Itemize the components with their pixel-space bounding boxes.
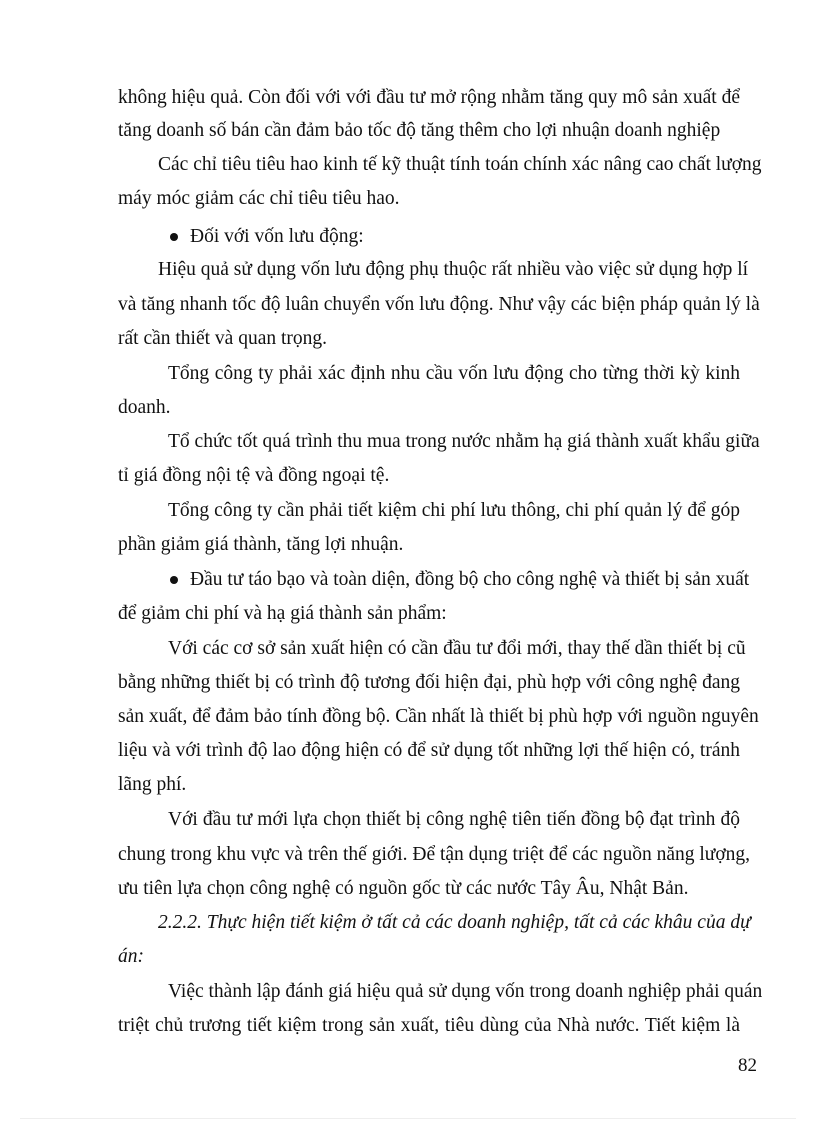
text-line: bằng những thiết bị có trình độ tương đối hiện đại, phù hợp với công nghệ đang: [118, 672, 740, 693]
text-line: lãng phí.: [118, 774, 187, 795]
text-line: và tăng nhanh tốc độ luân chuyển vốn lưu động. Như vậy các biện pháp quản lý là: [118, 294, 760, 315]
text-line: Với các cơ sở sản xuất hiện có cần đầu tư đổi mới, thay thế dần thiết bị cũ: [168, 638, 746, 659]
section-heading: án:: [118, 946, 144, 967]
page-bottom-divider: [20, 1118, 796, 1119]
text-line: máy móc giảm các chỉ tiêu tiêu hao.: [118, 188, 400, 209]
text-line: triệt chủ trương tiết kiệm trong sản xuất, tiêu dùng của Nhà nước. Tiết kiệm là: [118, 1015, 740, 1036]
text-line: doanh.: [118, 397, 171, 418]
text-line: Hiệu quả sử dụng vốn lưu động phụ thuộc rất nhiều vào việc sử dụng hợp lí: [158, 259, 749, 280]
text-line: tỉ giá đồng nội tệ và đồng ngoại tệ.: [118, 465, 390, 486]
bullet-heading: Đầu tư táo bạo và toàn diện, đồng bộ cho công nghệ và thiết bị sản xuất: [190, 569, 750, 590]
text-line: liệu và với trình độ lao động hiện có để sử dụng tốt những lợi thế hiện có, tránh: [118, 740, 740, 761]
text-line: Việc thành lập đánh giá hiệu quả sử dụng vốn trong doanh nghiệp phải quán: [168, 981, 763, 1002]
text-line: Tổng công ty phải xác định nhu cầu vốn lưu động cho từng thời kỳ kinh: [168, 363, 740, 384]
text-line: Tổng công ty cần phải tiết kiệm chi phí lưu thông, chi phí quản lý để góp: [168, 500, 740, 521]
text-line: sản xuất, để đảm bảo tính đồng bộ. Cần nhất là thiết bị phù hợp với nguồn nguyên: [118, 706, 759, 727]
text-line: Các chỉ tiêu tiêu hao kinh tế kỹ thuật tính toán chính xác nâng cao chất lượng: [158, 154, 762, 175]
bullet-heading: Đối với vốn lưu động:: [190, 226, 364, 247]
text-line: để giảm chi phí và hạ giá thành sản phẩm:: [118, 603, 447, 624]
text-line: rất cần thiết và quan trọng.: [118, 328, 328, 349]
text-line: Tổ chức tốt quá trình thu mua trong nước nhằm hạ giá thành xuất khẩu giữa: [168, 431, 760, 452]
text-line: tăng doanh số bán cần đảm bảo tốc độ tăng thêm cho lợi nhuận doanh nghiệp: [118, 120, 721, 141]
section-heading: 2.2.2. Thực hiện tiết kiệm ở tất cả các doanh nghiệp, tất cả các khâu của dự: [158, 912, 751, 933]
bullet-icon: [170, 576, 178, 584]
text-line: chung trong khu vực và trên thế giới. Để tận dụng triệt để các nguồn năng lượng,: [118, 844, 751, 865]
text-line: Với đầu tư mới lựa chọn thiết bị công nghệ tiên tiến đồng bộ đạt trình độ: [168, 809, 740, 830]
page-number: 82: [738, 1055, 757, 1076]
text-line: không hiệu quả. Còn đối với với đầu tư mở rộng nhằm tăng quy mô sản xuất để: [118, 87, 740, 108]
bullet-icon: [170, 233, 178, 241]
text-line: phần giảm giá thành, tăng lợi nhuận.: [118, 534, 404, 555]
text-line: ưu tiên lựa chọn công nghệ có nguồn gốc từ các nước Tây Âu, Nhật Bản.: [118, 878, 689, 899]
